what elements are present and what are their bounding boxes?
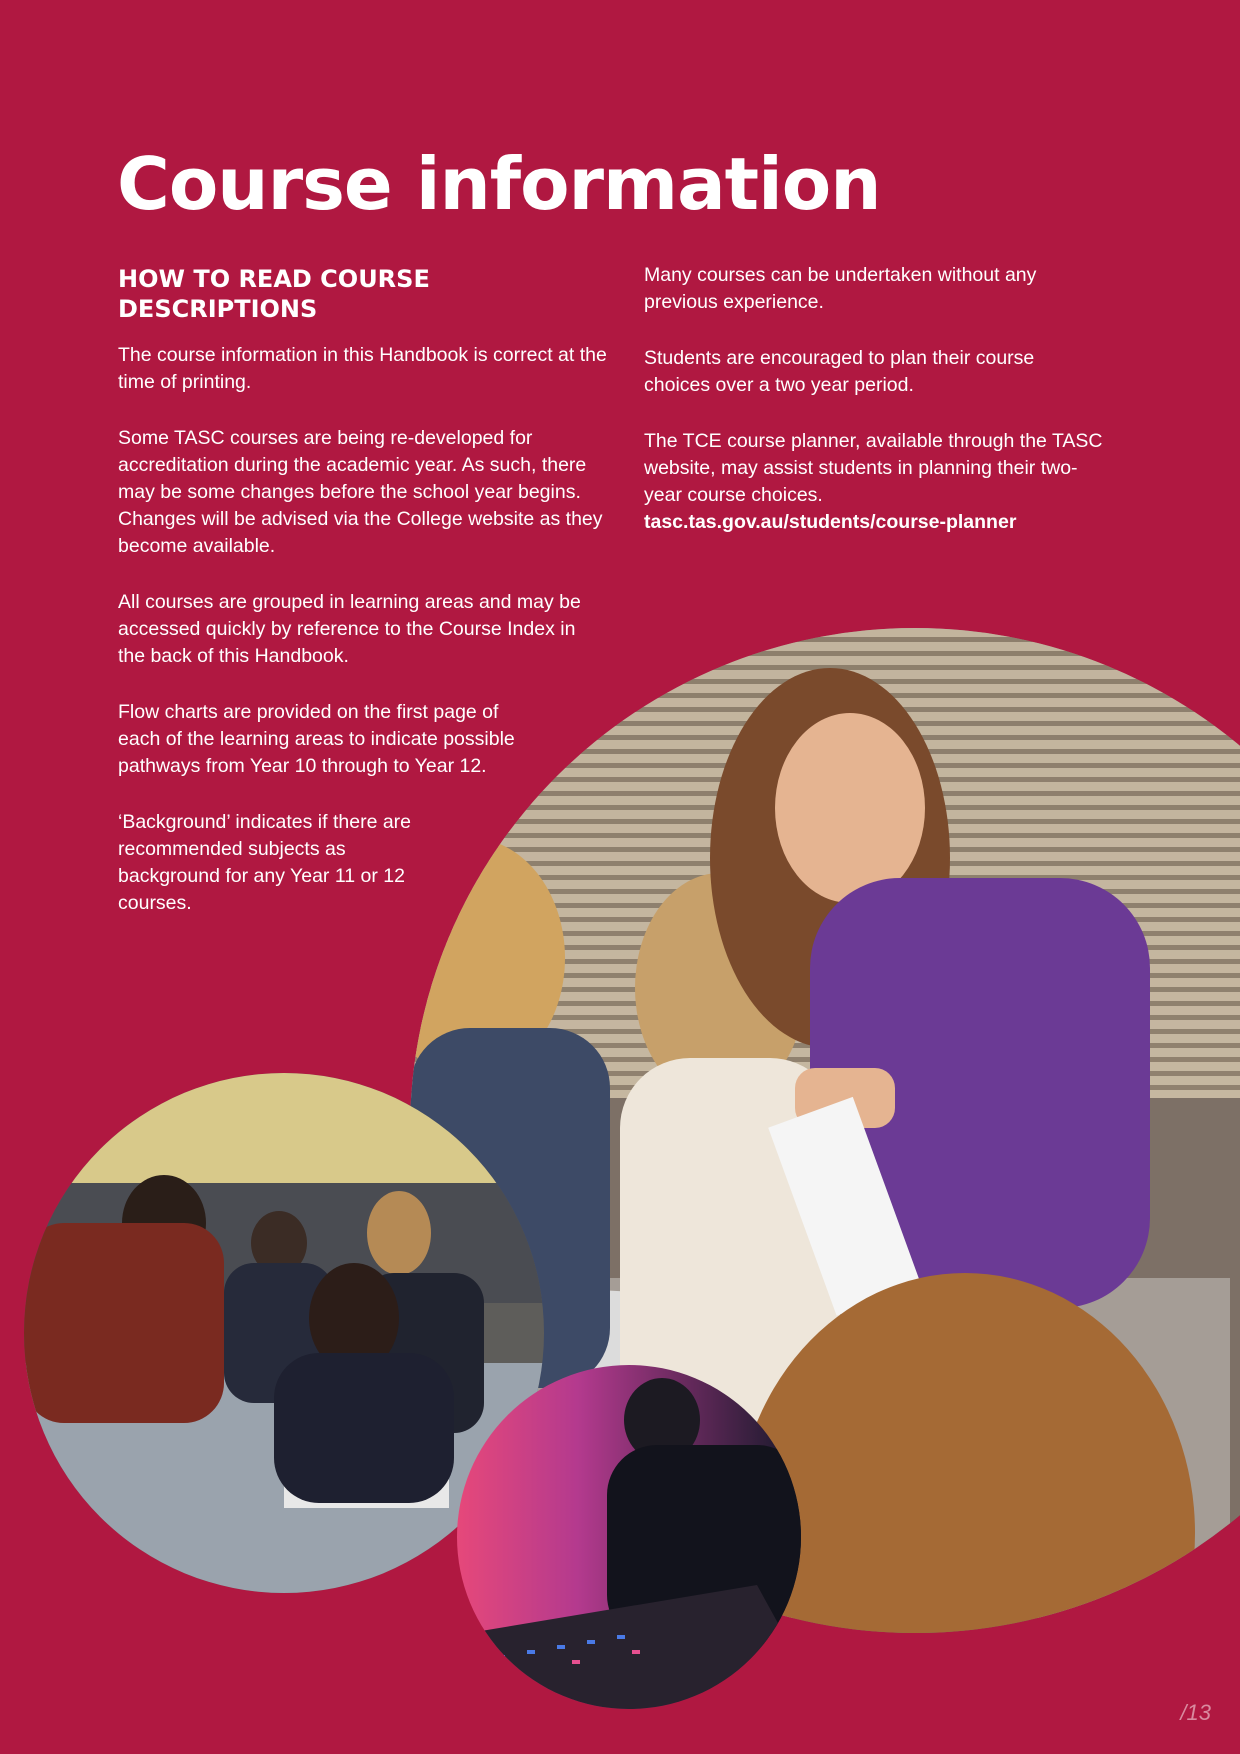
paragraph-learning-areas: All courses are grouped in learning areas and may be accessed quickly by reference to the Course Index in the back of this Handbook.	[118, 591, 581, 667]
paragraph-course-planner	[644, 428, 1104, 536]
right-column	[644, 262, 1104, 536]
page-title: Course information	[117, 142, 881, 226]
sound-desk-photo	[457, 1365, 801, 1709]
paragraph-no-experience: Many courses can be undertaken without any previous experience.	[644, 264, 1037, 313]
course-planner-link[interactable]: tasc.tas.gov.au/students/course-planner	[644, 511, 1017, 533]
sound-desk-illustration	[457, 1365, 801, 1709]
paragraph-flow-charts: Flow charts are provided on the first page of each of the learning areas to indicate possible pathways from Year 10 through to Year 12.	[118, 701, 515, 777]
paragraph-two-year-plan: Students are encouraged to plan their course choices over a two year period.	[644, 347, 1035, 396]
section-heading: HOW TO READ COURSE DESCRIPTIONS	[118, 265, 430, 323]
paragraph-redevelopment: Some TASC courses are being re-developed for accreditation during the academic year. As such, there may be some changes before the school year begins. Changes will be advised via the College website as they become available.	[118, 427, 603, 557]
paragraph-background: ‘Background’ indicates if there are recommended subjects as background for any Year 11 or 12 courses.	[118, 811, 412, 914]
paragraph-accuracy: The course information in this Handbook is correct at the time of printing.	[118, 344, 607, 393]
course-planner-text: The TCE course planner, available through the TASC website, may assist students in planning their two-year course choices.	[644, 430, 1103, 506]
page-number: /13	[1180, 1700, 1211, 1725]
